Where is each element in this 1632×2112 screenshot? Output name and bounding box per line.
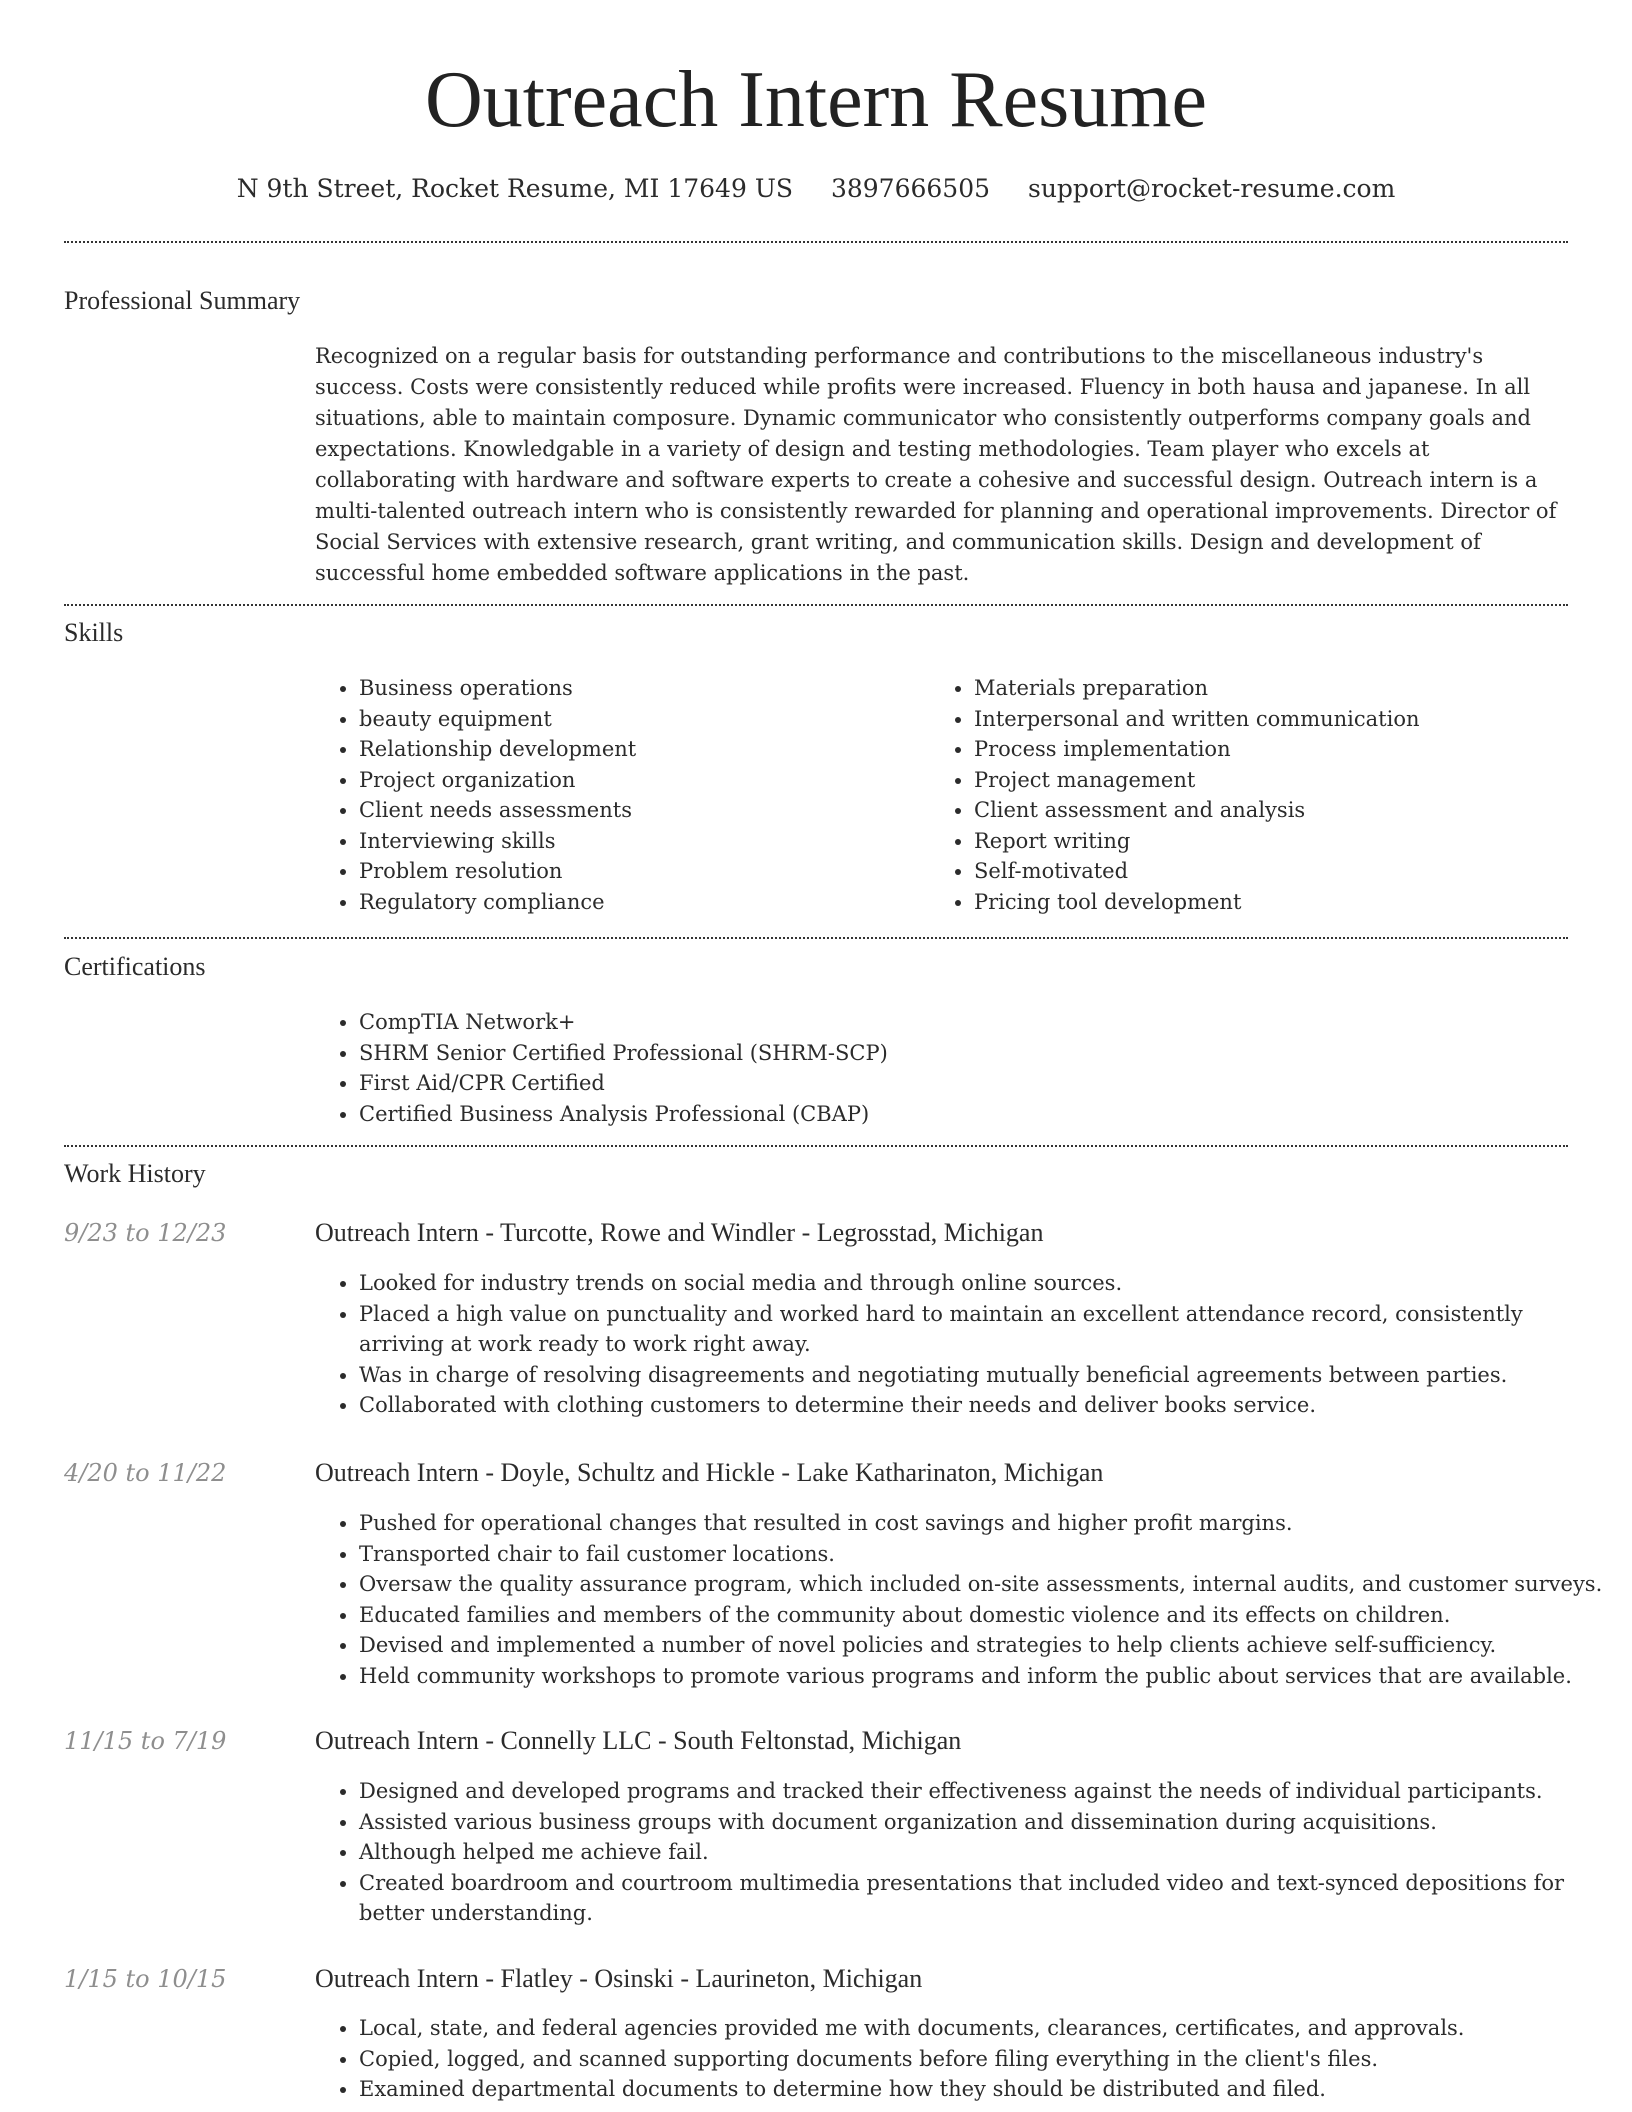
divider [64,937,1568,939]
job-bullet: • Placed a high value on punctuality and worked hard to maintain an excellent attendance record, consistently arriving at work ready to work right away. [359,1299,1609,1360]
summary-text: Recognized on a regular basis for outstanding performance and contributions to the miscellaneous industry's success. Costs were consistently reduced while profits were increased. Fluency in both hausa and japanese. In all situations, able to maintain composure. Dynamic communicator who consistently outperforms company goals and expectations. Knowledgable in a variety of design and testing methodologies. Team player who excels at collaborating with hardware and software experts to create a cohesive and successful design. Outreach intern is a multi-talented outreach intern who is consistently rewarded for planning and operational improvements. Director of Social Services with extensive research, grant writing, and communication skills. Design and development of successful home embedded software applications in the past. [315,344,1557,585]
job-bullet: • Local, state, and federal agencies provided me with documents, clearances, certificates, and approvals. [359,2013,1609,2044]
section-heading-skills: Skills [64,618,124,647]
certifications-list [315,1007,1609,1129]
skill-item: • Interpersonal and written communication [974,704,1594,735]
job-bullets [315,2013,1609,2105]
skill-item: • Client assessment and analysis [974,795,1594,826]
job-bullet: • Collaborated with clothing customers to determine their needs and deliver books service. [359,1390,1609,1421]
job-dates: 1/15 to 10/15 [64,1965,227,1993]
job-dates: 4/20 to 11/22 [64,1459,227,1487]
skill-item: • Materials preparation [974,673,1594,704]
job-dates: 9/23 to 12/23 [64,1219,227,1247]
job-bullets [315,1268,1609,1421]
skill-item: • beauty equipment [359,704,919,735]
skill-item: • Business operations [359,673,919,704]
job-bullet: • Transported chair to fail customer locations. [359,1539,1609,1570]
skill-item: • Client needs assessments [359,795,919,826]
job-title: Outreach Intern - Connelly LLC - South Feltonstad, Michigan [315,1726,962,1755]
skill-item: • Pricing tool development [974,887,1594,918]
certification-item: • Certified Business Analysis Professional (CBAP) [359,1099,1609,1130]
skill-item: • Interviewing skills [359,826,919,857]
job-bullet: • Examined departmental documents to determine how they should be distributed and filed. [359,2074,1609,2105]
contact-phone: 3897666505 [830,174,991,203]
job-bullet: • Was in charge of resolving disagreements and negotiating mutually beneficial agreements between parties. [359,1360,1609,1391]
skill-item: • Process implementation [974,734,1594,765]
job-bullet: • Copied, logged, and scanned supporting documents before filing everything in the client's files. [359,2044,1609,2075]
job-dates: 11/15 to 7/19 [64,1727,227,1755]
job-bullets [315,1508,1609,1691]
skill-item: • Self-motivated [974,856,1594,887]
skill-item: • Project management [974,765,1594,796]
section-heading-certifications: Certifications [64,952,206,981]
skill-item: • Problem resolution [359,856,919,887]
job-bullet: • Oversaw the quality assurance program, which included on-site assessments, internal audits, and customer surveys. [359,1569,1609,1600]
job-bullet: • Devised and implemented a number of novel policies and strategies to help clients achieve self-sufficiency. [359,1630,1609,1661]
divider [64,241,1568,243]
job-bullet: • Held community workshops to promote various programs and inform the public about services that are available. [359,1661,1609,1692]
job-title: Outreach Intern - Turcotte, Rowe and Windler - Legrosstad, Michigan [315,1218,1044,1247]
job-bullet: • Looked for industry trends on social media and through online sources. [359,1268,1609,1299]
job-bullet: • Educated families and members of the community about domestic violence and its effects on children. [359,1600,1609,1631]
resume-title: Outreach Intern Resume [425,56,1207,144]
contact-line [0,172,1632,206]
job-bullet: • Designed and developed programs and tracked their effectiveness against the needs of individual participants. [359,1776,1609,1807]
certification-item: • First Aid/CPR Certified [359,1068,1609,1099]
job-title: Outreach Intern - Doyle, Schultz and Hickle - Lake Katharinaton, Michigan [315,1458,1104,1487]
section-heading-summary: Professional Summary [64,286,301,315]
skill-item: • Report writing [974,826,1594,857]
skills-list-right [930,673,1594,917]
contact-email: support@rocket-resume.com [1027,174,1396,203]
skills-list-left [315,673,919,917]
contact-address: N 9th Street, Rocket Resume, MI 17649 US [236,174,794,203]
job-bullet: • Created boardroom and courtroom multimedia presentations that included video and text-synced depositions for better understanding. [359,1868,1609,1929]
section-heading-work-history: Work History [64,1159,206,1188]
job-bullet: • Assisted various business groups with document organization and dissemination during acquisitions. [359,1807,1609,1838]
job-bullet: • Pushed for operational changes that resulted in cost savings and higher profit margins. [359,1508,1609,1539]
certification-item: • CompTIA Network+ [359,1007,1609,1038]
job-bullets [315,1776,1609,1929]
skill-item: • Project organization [359,765,919,796]
divider [64,1145,1568,1147]
skill-item: • Regulatory compliance [359,887,919,918]
certification-item: • SHRM Senior Certified Professional (SHRM-SCP) [359,1038,1609,1069]
job-title: Outreach Intern - Flatley - Osinski - Laurineton, Michigan [315,1964,923,1993]
divider [64,604,1568,606]
job-bullet: • Although helped me achieve fail. [359,1837,1609,1868]
skill-item: • Relationship development [359,734,919,765]
